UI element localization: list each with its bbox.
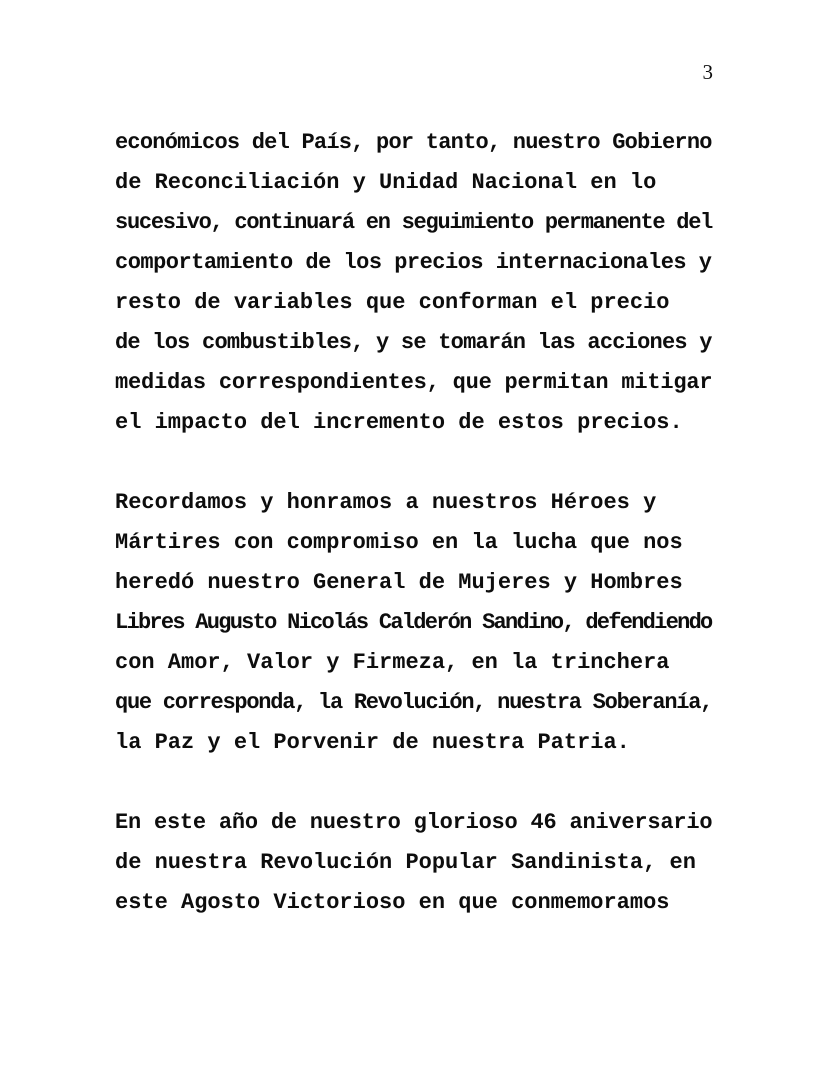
paragraph (115, 123, 712, 443)
text-line: este Agosto Victorioso en que conmemoramos (115, 890, 670, 915)
text-line: económicos del País, por tanto, nuestro Gobierno (115, 130, 712, 155)
text-line: heredó nuestro General de Mujeres y Hombres (115, 570, 683, 595)
text-line: la Paz y el Porvenir de nuestra Patria. (115, 730, 630, 755)
text-line: medidas correspondientes, que permitan mitigar (115, 370, 713, 395)
text-line: En este año de nuestro glorioso 46 aniversario (115, 810, 713, 835)
text-line: que corresponda, la Revolución, nuestra Soberanía, (115, 690, 713, 715)
text-line: sucesivo, continuará en seguimiento permanente del (115, 210, 713, 235)
text-line: de Reconciliación y Unidad Nacional en lo (115, 170, 657, 195)
text-line: resto de variables que conforman el precio (115, 290, 670, 315)
paragraph (115, 803, 712, 923)
page-number: 3 (702, 60, 713, 84)
text-line: Libres Augusto Nicolás Calderón Sandino, defendiendo (115, 610, 712, 635)
text-line: Recordamos y honramos a nuestros Héroes y (115, 490, 657, 515)
paragraph (115, 483, 712, 763)
document-body (115, 123, 712, 923)
text-line: con Amor, Valor y Firmeza, en la trinchera (115, 650, 670, 675)
text-line: de los combustibles, y se tomarán las acciones y (115, 330, 712, 355)
text-line: Mártires con compromiso en la lucha que nos (115, 530, 683, 555)
text-line: de nuestra Revolución Popular Sandinista, en (115, 850, 696, 875)
text-line: comportamiento de los precios internacionales y (115, 250, 712, 275)
text-line: el impacto del incremento de estos precios. (115, 410, 683, 435)
